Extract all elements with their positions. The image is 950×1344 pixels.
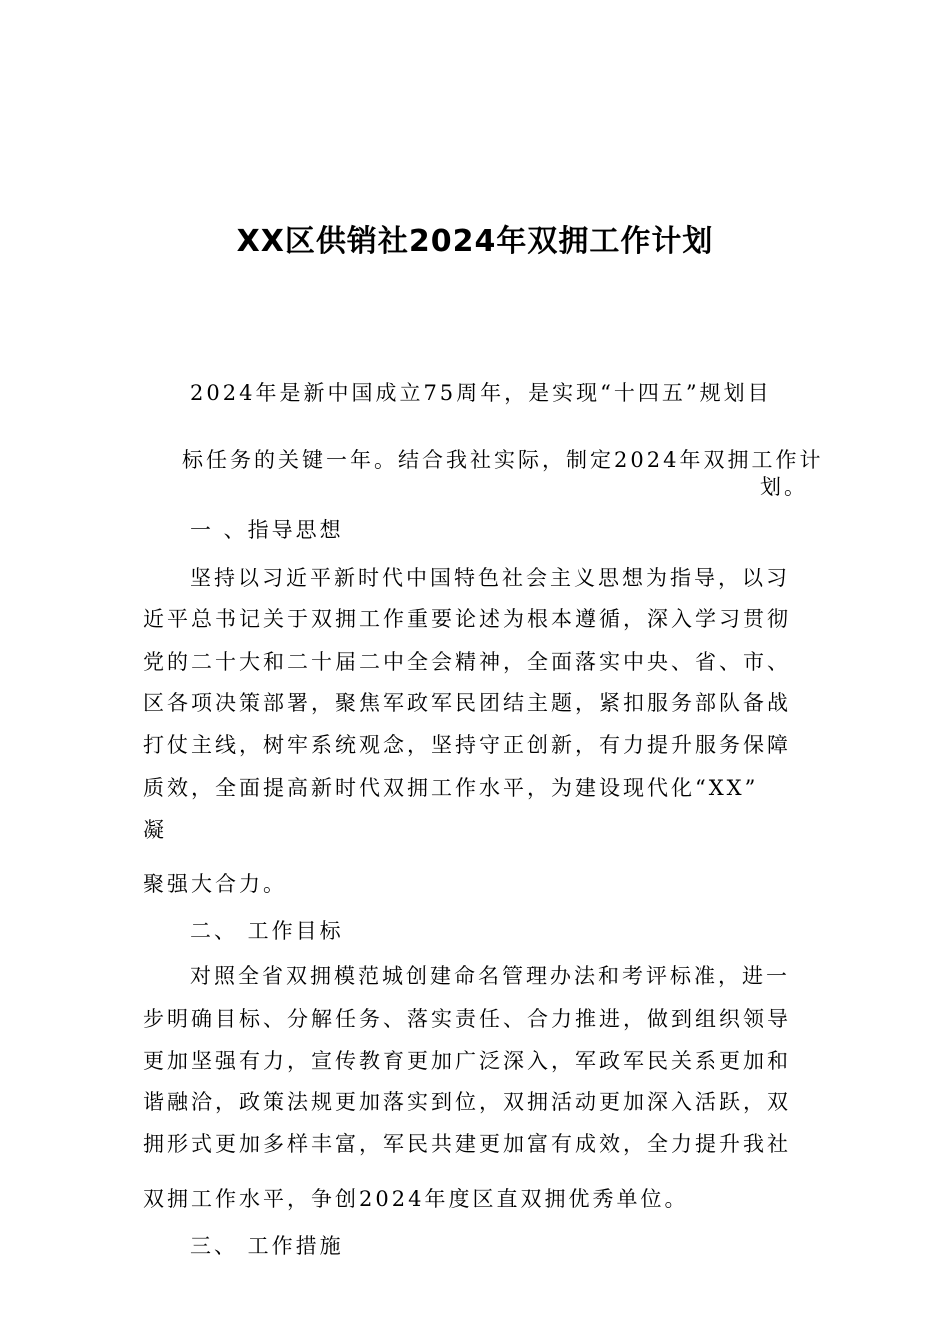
intro-line-1: 2024年是新中国成立75周年，是实现“十四五”规划目 — [190, 381, 772, 405]
section-1-heading: 一 、指导思想 — [190, 518, 344, 542]
section-1-line-5: 打仗主线，树牢系统观念，坚持守正创新，有力提升服务保障 — [143, 733, 791, 757]
section-2-line-5: 拥形式更加多样丰富，军民共建更加富有成效，全力提升我社 — [143, 1132, 791, 1156]
section-1-line-6: 质效，全面提高新时代双拥工作水平，为建设现代化“XX” — [143, 776, 759, 800]
section-1-line-3: 党的二十大和二十届二中全会精神，全面落实中央、省、市、 — [143, 650, 791, 674]
section-1-line-1: 坚持以习近平新时代中国特色社会主义思想为指导，以习 — [190, 566, 790, 590]
section-1-line-7: 凝 — [143, 818, 167, 842]
section-2-line-3: 更加坚强有力，宣传教育更加广泛深入，军政军民关系更加和 — [143, 1049, 791, 1073]
section-3-heading: 三、 工作措施 — [190, 1234, 344, 1258]
section-2-line-2: 步明确目标、分解任务、落实责任、合力推进，做到组织领导 — [143, 1007, 791, 1031]
section-2-heading: 二、 工作目标 — [190, 919, 344, 943]
section-1-line-8: 聚强大合力。 — [143, 872, 287, 896]
section-2-line-6: 双拥工作水平，争创2024年度区直双拥优秀单位。 — [143, 1187, 689, 1211]
section-2-line-4: 谐融洽，政策法规更加落实到位，双拥活动更加深入活跃，双 — [143, 1090, 791, 1114]
intro-line-3: 划。 — [760, 475, 808, 499]
section-1-line-4: 区各项决策部署，聚焦军政军民团结主题，紧扣服务部队备战 — [143, 691, 791, 715]
document-title: XX区供销社2024年双拥工作计划 — [236, 224, 714, 259]
section-2-line-1: 对照全省双拥模范城创建命名管理办法和考评标准，进一 — [190, 964, 790, 988]
section-1-line-2: 近平总书记关于双拥工作重要论述为根本遵循，深入学习贯彻 — [143, 607, 791, 631]
intro-line-2: 标任务的关键一年。结合我社实际，制定2024年双拥工作计 — [182, 448, 824, 472]
